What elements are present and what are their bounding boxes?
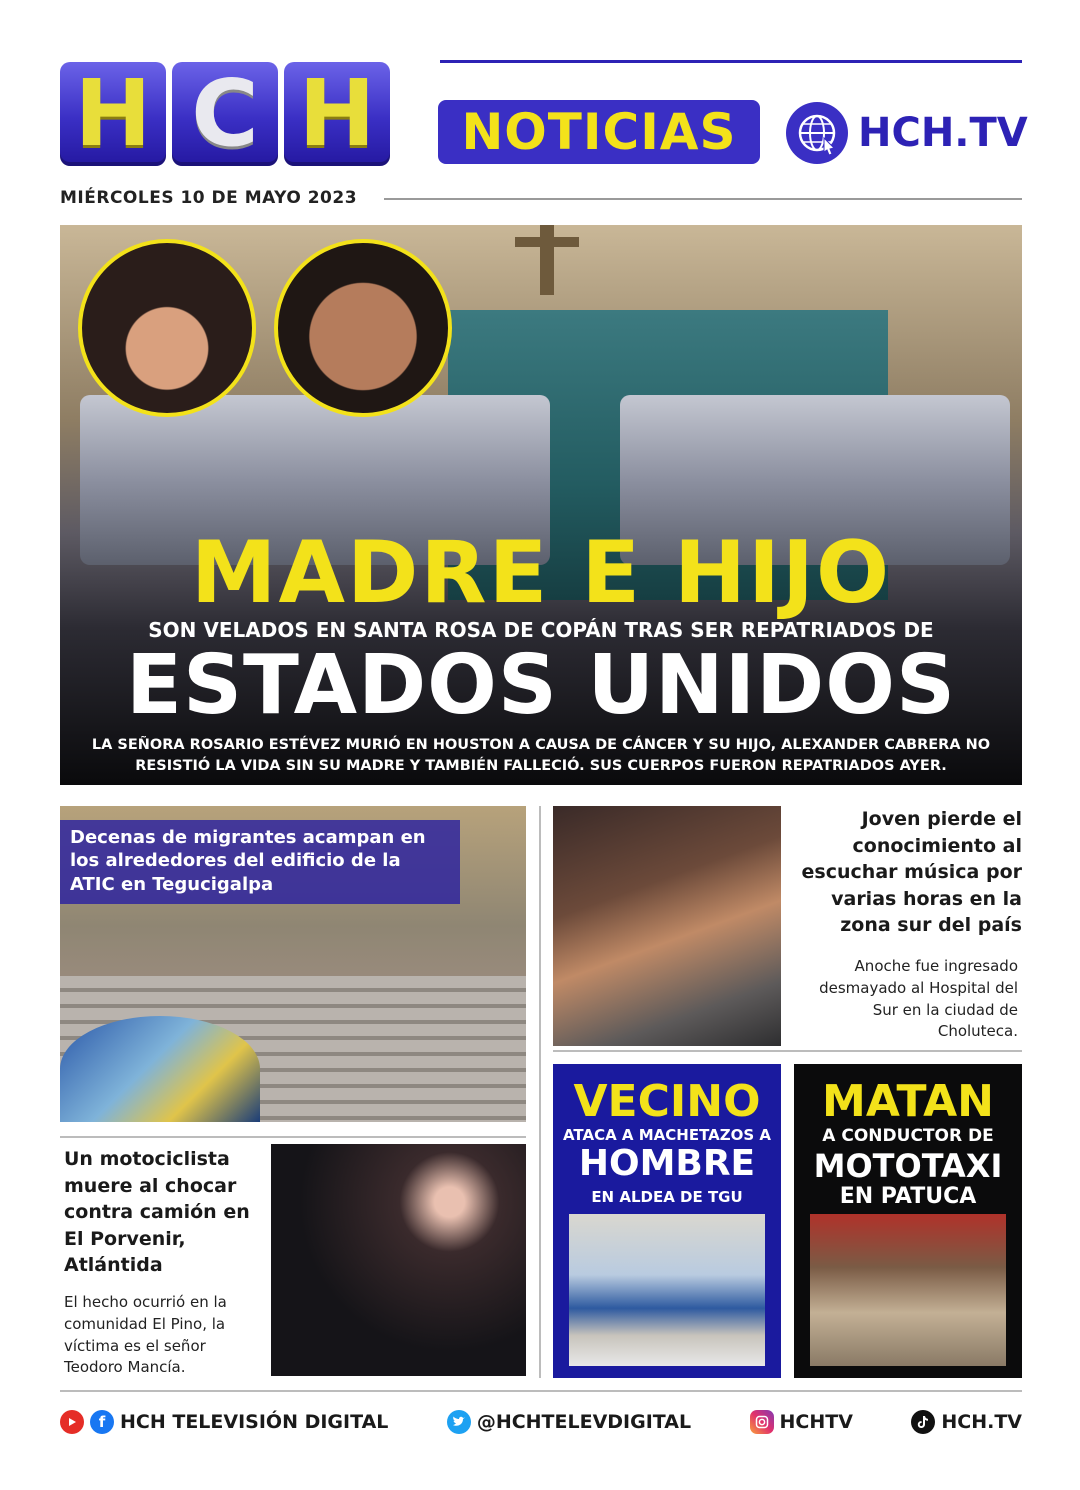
- tiktok-handle: HCH.TV: [941, 1411, 1022, 1433]
- hero-description: LA SEÑORA ROSARIO ESTÉVEZ MURIÓ EN HOUSTON A CAUSA DE CÁNCER Y SU HIJO, ALEXANDER CABRERA NO RESISTIÓ LA VIDA SIN SU MADRE Y TAMBIÉN FALLECIÓ. SUS CUERPOS FUERON REPATRIADOS AYER.: [91, 737, 991, 775]
- hero-subheadline: SON VELADOS EN SANTA ROSA DE COPÁN TRAS SER REPATRIADOS DE: [148, 618, 934, 642]
- matan-photo: [810, 1214, 1006, 1366]
- logo-letter-h2: H: [284, 62, 390, 166]
- globe-icon: [786, 102, 848, 164]
- vecino-line-4: EN ALDEA DE TGU: [591, 1188, 743, 1206]
- left-divider: [60, 1136, 526, 1138]
- migrants-caption: Decenas de migrantes acampan en los alrededores del edificio de la ATIC en Tegucigalpa: [60, 820, 460, 904]
- footer-divider: [60, 1390, 1022, 1392]
- logo-letter-h1: H: [60, 62, 166, 166]
- vecino-line-3: HOMBRE: [578, 1143, 756, 1184]
- matan-line-4: EN PATUCA: [839, 1184, 977, 1209]
- section-badge: NOTICIAS: [438, 100, 760, 164]
- vecino-box: [553, 1064, 781, 1378]
- footer-tiktok[interactable]: [911, 1410, 1022, 1434]
- footer-twitter[interactable]: [447, 1410, 691, 1434]
- vecino-headline: VECINO: [573, 1076, 761, 1127]
- footer-instagram[interactable]: [750, 1410, 853, 1434]
- joven-description: Anoche fue ingresado desmayado al Hospital del Sur en la ciudad de Choluteca.: [819, 957, 1018, 1041]
- social-footer: [60, 1404, 1022, 1440]
- matan-line-2: A CONDUCTOR DE: [822, 1126, 994, 1146]
- portrait-mother: [78, 239, 256, 417]
- facebook-handle: HCH TELEVISIÓN DIGITAL: [120, 1411, 389, 1433]
- vecino-photo: [569, 1214, 765, 1366]
- joven-photo: [553, 806, 781, 1046]
- crucifix: [540, 225, 554, 295]
- top-divider: [440, 60, 1022, 63]
- facebook-icon: f: [90, 1410, 114, 1434]
- moto-headline: Un motociclista muere al chocar contra camión en El Porvenir, Atlántida: [64, 1148, 250, 1277]
- footer-facebook[interactable]: [60, 1410, 388, 1434]
- twitter-icon: [447, 1410, 471, 1434]
- hch-logo: [60, 62, 390, 166]
- vecino-line-2: ATACA A MACHETAZOS A: [562, 1126, 772, 1144]
- issue-date: MIÉRCOLES 10 DE MAYO 2023: [60, 188, 358, 208]
- hero-headline: MADRE E HIJO: [190, 523, 892, 623]
- site-url[interactable]: HCH.TV: [858, 110, 1028, 156]
- youtube-icon: [60, 1410, 84, 1434]
- migrants-photo: [60, 806, 526, 1122]
- matan-box: [794, 1064, 1022, 1378]
- instagram-icon: [750, 1410, 774, 1434]
- twitter-handle: @HCHTELEVDIGITAL: [476, 1411, 692, 1433]
- tiktok-icon: [911, 1410, 935, 1434]
- right-divider: [553, 1050, 1022, 1052]
- joven-headline: Joven pierde el conocimiento al escuchar música por varias horas en la zona sur del país: [801, 808, 1022, 937]
- date-divider: [384, 198, 1022, 200]
- instagram-handle: HCHTV: [779, 1411, 853, 1433]
- matan-line-3: MOTOTAXI: [813, 1147, 1003, 1185]
- hero-story: [60, 225, 1022, 785]
- moto-photo: [271, 1144, 526, 1376]
- tent: [60, 1016, 260, 1122]
- column-divider: [539, 806, 541, 1378]
- hero-headline-2: ESTADOS UNIDOS: [125, 638, 957, 733]
- matan-headline: MATAN: [822, 1076, 994, 1127]
- logo-letter-c: C: [172, 62, 278, 166]
- portrait-son: [274, 239, 452, 417]
- moto-description: El hecho ocurrió en la comunidad El Pino, la víctima es el señor Teodoro Mancía.: [64, 1293, 227, 1377]
